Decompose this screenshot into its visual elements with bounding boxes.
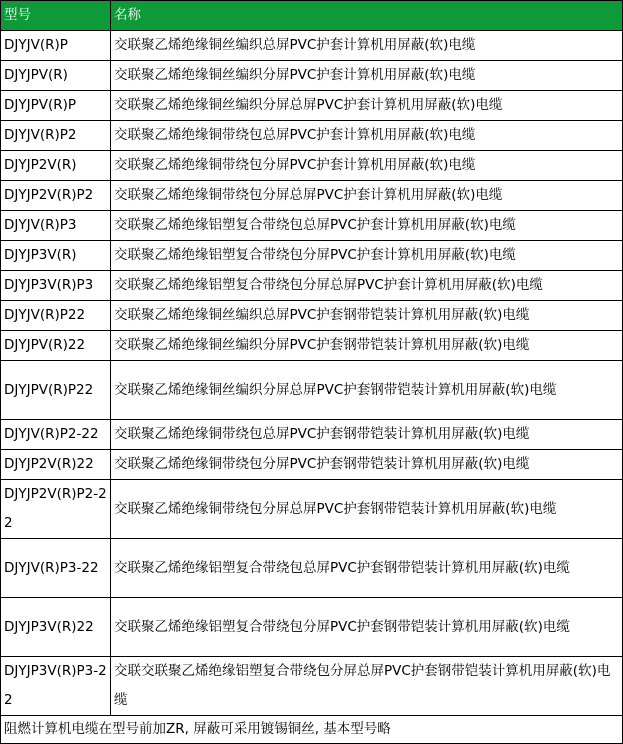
model-cell: DJYJV(R)P3-22 bbox=[1, 539, 111, 598]
column-header-name: 名称 bbox=[111, 1, 623, 31]
table-row bbox=[1, 420, 623, 450]
name-cell: 交联聚乙烯绝缘铜带绕包分屏PVC护套钢带铠装计算机用屏蔽(软)电缆 bbox=[111, 450, 623, 480]
model-cell: DJYJP2V(R)P2 bbox=[1, 181, 111, 211]
table-row bbox=[1, 211, 623, 241]
table-row bbox=[1, 91, 623, 121]
table-row bbox=[1, 450, 623, 480]
name-cell: 交联聚乙烯绝缘铜带绕包分屏总屏PVC护套计算机用屏蔽(软)电缆 bbox=[111, 181, 623, 211]
table-row bbox=[1, 598, 623, 657]
model-cell: DJYJPV(R)P bbox=[1, 91, 111, 121]
name-cell: 交联聚乙烯绝缘铝塑复合带绕包总屏PVC护套钢带铠装计算机用屏蔽(软)电缆 bbox=[111, 539, 623, 598]
name-cell: 交联聚乙烯绝缘铜丝编织分屏总屏PVC护套计算机用屏蔽(软)电缆 bbox=[111, 91, 623, 121]
name-cell: 交联聚乙烯绝缘铝塑复合带绕包分屏PVC护套钢带铠装计算机用屏蔽(软)电缆 bbox=[111, 598, 623, 657]
name-cell: 交联聚乙烯绝缘铝塑复合带绕包分屏总屏PVC护套计算机用屏蔽(软)电缆 bbox=[111, 271, 623, 301]
model-cell: DJYJP3V(R)P3 bbox=[1, 271, 111, 301]
table-row bbox=[1, 121, 623, 151]
name-cell: 交联聚乙烯绝缘铜带绕包分屏总屏PVC护套钢带铠装计算机用屏蔽(软)电缆 bbox=[111, 480, 623, 539]
table-row bbox=[1, 241, 623, 271]
name-cell: 交联聚乙烯绝缘铝塑复合带绕包总屏PVC护套计算机用屏蔽(软)电缆 bbox=[111, 211, 623, 241]
column-header-model: 型号 bbox=[1, 1, 111, 31]
name-cell: 交联聚乙烯绝缘铜丝编织分屏总屏PVC护套钢带铠装计算机用屏蔽(软)电缆 bbox=[111, 361, 623, 420]
table-row bbox=[1, 480, 623, 539]
table-row bbox=[1, 61, 623, 91]
name-cell: 交联聚乙烯绝缘铜带绕包分屏PVC护套计算机用屏蔽(软)电缆 bbox=[111, 151, 623, 181]
model-cell: DJYJV(R)P2-22 bbox=[1, 420, 111, 450]
model-cell: DJYJV(R)P2 bbox=[1, 121, 111, 151]
name-cell: 交联聚乙烯绝缘铜丝编织总屏PVC护套钢带铠装计算机用屏蔽(软)电缆 bbox=[111, 301, 623, 331]
name-cell: 交联聚乙烯绝缘铜带绕包总屏PVC护套钢带铠装计算机用屏蔽(软)电缆 bbox=[111, 420, 623, 450]
model-cell: DJYJP2V(R)22 bbox=[1, 450, 111, 480]
table-row bbox=[1, 657, 623, 716]
model-cell: DJYJP3V(R) bbox=[1, 241, 111, 271]
table-footer-row bbox=[1, 716, 623, 744]
model-cell: DJYJP2V(R)P2-22 bbox=[1, 480, 111, 539]
model-cell: DJYJPV(R)P22 bbox=[1, 361, 111, 420]
model-cell: DJYJV(R)P3 bbox=[1, 211, 111, 241]
table-row bbox=[1, 301, 623, 331]
table-row bbox=[1, 539, 623, 598]
model-cell: DJYJP3V(R)22 bbox=[1, 598, 111, 657]
table-row bbox=[1, 331, 623, 361]
model-cell: DJYJPV(R)22 bbox=[1, 331, 111, 361]
name-cell: 交联聚乙烯绝缘铜丝编织总屏PVC护套计算机用屏蔽(软)电缆 bbox=[111, 31, 623, 61]
name-cell: 交联聚乙烯绝缘铝塑复合带绕包分屏PVC护套计算机用屏蔽(软)电缆 bbox=[111, 241, 623, 271]
table-row bbox=[1, 31, 623, 61]
model-cell: DJYJV(R)P22 bbox=[1, 301, 111, 331]
table-row bbox=[1, 181, 623, 211]
model-cell: DJYJP2V(R) bbox=[1, 151, 111, 181]
name-cell: 交联聚乙烯绝缘铜丝编织分屏PVC护套钢带铠装计算机用屏蔽(软)电缆 bbox=[111, 331, 623, 361]
table-row bbox=[1, 361, 623, 420]
name-cell: 交联聚乙烯绝缘铜丝编织分屏PVC护套计算机用屏蔽(软)电缆 bbox=[111, 61, 623, 91]
name-cell: 交联聚乙烯绝缘铜带绕包总屏PVC护套计算机用屏蔽(软)电缆 bbox=[111, 121, 623, 151]
table-header-row bbox=[1, 1, 623, 31]
footer-note: 阻燃计算机电缆在型号前加ZR, 屏蔽可采用镀锡铜丝, 基本型号略 bbox=[1, 716, 623, 744]
table-row bbox=[1, 151, 623, 181]
model-cell: DJYJP3V(R)P3-22 bbox=[1, 657, 111, 716]
model-cell: DJYJV(R)P bbox=[1, 31, 111, 61]
table-row bbox=[1, 271, 623, 301]
model-cell: DJYJPV(R) bbox=[1, 61, 111, 91]
name-cell: 交联交联聚乙烯绝缘铝塑复合带绕包分屏总屏PVC护套钢带铠装计算机用屏蔽(软)电缆 bbox=[111, 657, 623, 716]
